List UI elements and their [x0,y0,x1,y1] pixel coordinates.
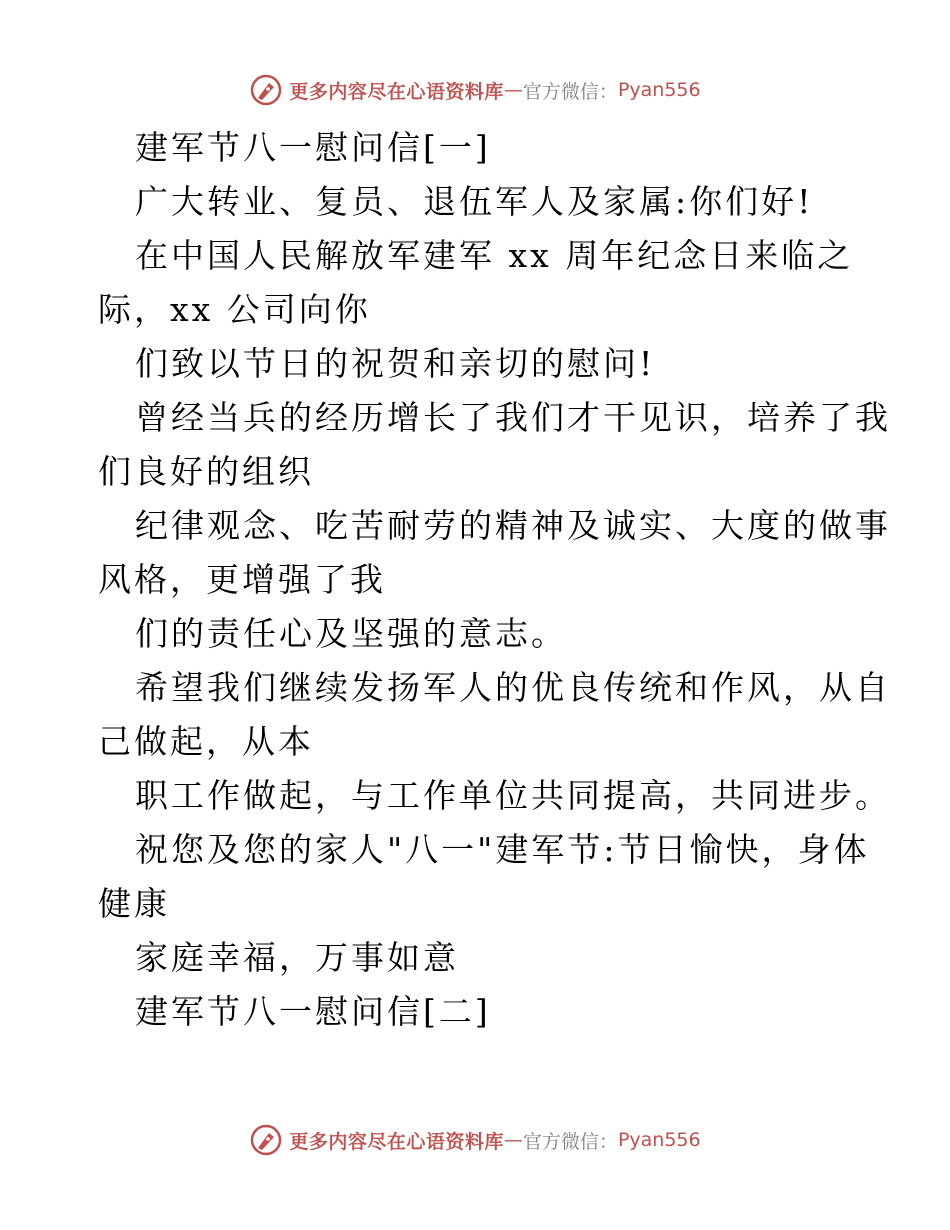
footer-banner [0,1120,950,1160]
text-line: 职工作做起，与工作单位共同提高，共同进步。 [135,776,891,815]
text-line: 广大转业、复员、退伍军人及家属:你们好! [135,182,814,221]
text-line: 际，xx 公司向你 [98,290,371,329]
text-line: 在中国人民解放军建军 xx 周年纪念日来临之 [135,236,854,275]
banner-brand: 更多内容尽在心语资料库 [289,80,504,103]
header-banner [0,70,950,110]
text-line: 建军节八一慰问信[一] [135,128,491,167]
text-line: 曾经当兵的经历增长了我们才干见识，培养了我 [135,398,891,437]
pen-nib-logo-icon [249,73,283,107]
text-line: 们致以节日的祝贺和亲切的慰问! [135,344,656,383]
text-line: 建军节八一慰问信[二] [135,992,491,1031]
text-line: 风格，更增强了我 [98,560,386,599]
banner-dash: — [503,79,523,101]
banner-label: 官方微信： [522,1130,618,1153]
text-line: 祝您及您的家人"八一"建军节:节日愉快，身体 [135,830,870,869]
text-line: 希望我们继续发扬军人的优良传统和作风，从自 [135,668,891,707]
pen-nib-logo-icon [249,1123,283,1157]
text-line: 家庭幸福，万事如意 [135,938,459,977]
letter-body [98,121,891,1039]
banner-wechat-id: Pyan556 [617,1129,701,1151]
banner-brand: 更多内容尽在心语资料库 [289,1130,504,1153]
text-line: 纪律观念、吃苦耐劳的精神及诚实、大度的做事 [135,506,891,545]
text-line: 们的责任心及坚强的意志。 [135,614,567,653]
banner-label: 官方微信： [522,80,618,103]
text-line: 健康 [98,884,170,923]
text-line: 己做起，从本 [98,722,314,761]
banner-dash: — [503,1129,523,1151]
text-line: 们良好的组织 [98,452,314,491]
banner-wechat-id: Pyan556 [617,79,701,101]
